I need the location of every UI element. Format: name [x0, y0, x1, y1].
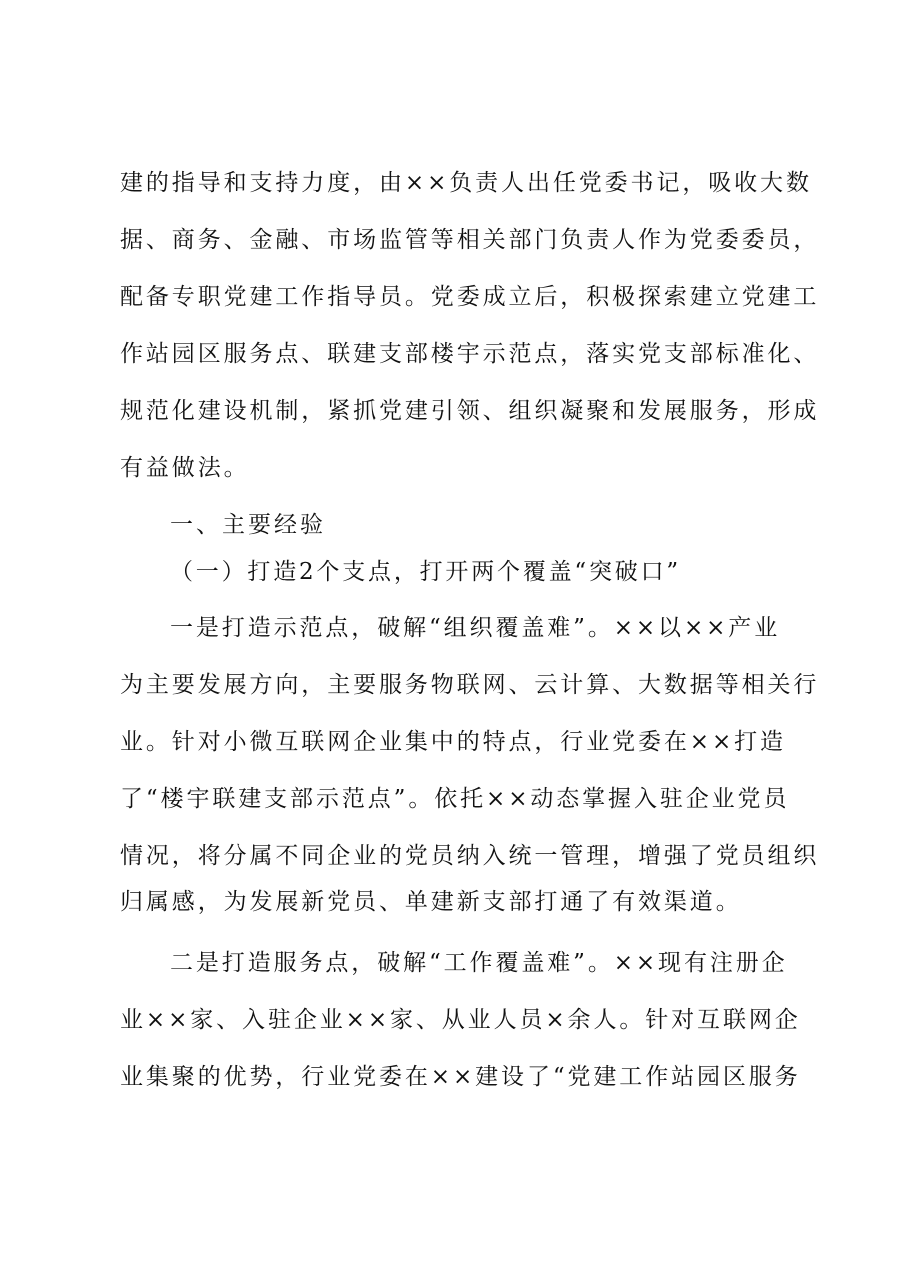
- text-line: 业××家、入驻企业××家、从业人员×余人。针对互联网企: [120, 1007, 801, 1033]
- subsection-heading: （一）打造2个支点，打开两个覆盖“突破口”: [170, 559, 681, 585]
- text-line: 规范化建设机制，紧抓党建引领、组织凝聚和发展服务，形成: [120, 398, 820, 424]
- text-line: 了“楼宇联建支部示范点”。依托××动态掌握入驻企业党员: [120, 786, 790, 812]
- text-line: 归属感，为发展新党员、单建新支部打通了有效渠道。: [120, 889, 742, 915]
- text-line: 作站园区服务点、联建支部楼宇示范点，落实党支部标准化、: [120, 341, 820, 367]
- text-line: 二是打造服务点，破解“工作覆盖难”。××现有注册企: [170, 950, 788, 976]
- text-line: 业。针对小微互联网企业集中的特点，行业党委在××打造: [120, 729, 786, 755]
- text-line: 一是打造示范点，破解“组织覆盖难”。××以××产业: [170, 615, 781, 641]
- section-heading: 一、主要经验: [170, 512, 326, 538]
- text-line: 业集聚的优势，行业党委在××建设了“党建工作站园区服务: [120, 1064, 801, 1090]
- text-line: 为主要发展方向，主要服务物联网、云计算、大数据等相关行: [120, 672, 820, 698]
- text-line: 据、商务、金融、市场监管等相关部门负责人作为党委委员，: [120, 227, 820, 253]
- text-line: 建的指导和支持力度，由××负责人出任党委书记，吸收大数: [120, 170, 812, 196]
- text-line: 配备专职党建工作指导员。党委成立后，积极探索建立党建工: [120, 284, 820, 310]
- text-line: 有益做法。: [120, 455, 250, 481]
- text-line: 情况，将分属不同企业的党员纳入统一管理，增强了党员组织: [120, 843, 820, 869]
